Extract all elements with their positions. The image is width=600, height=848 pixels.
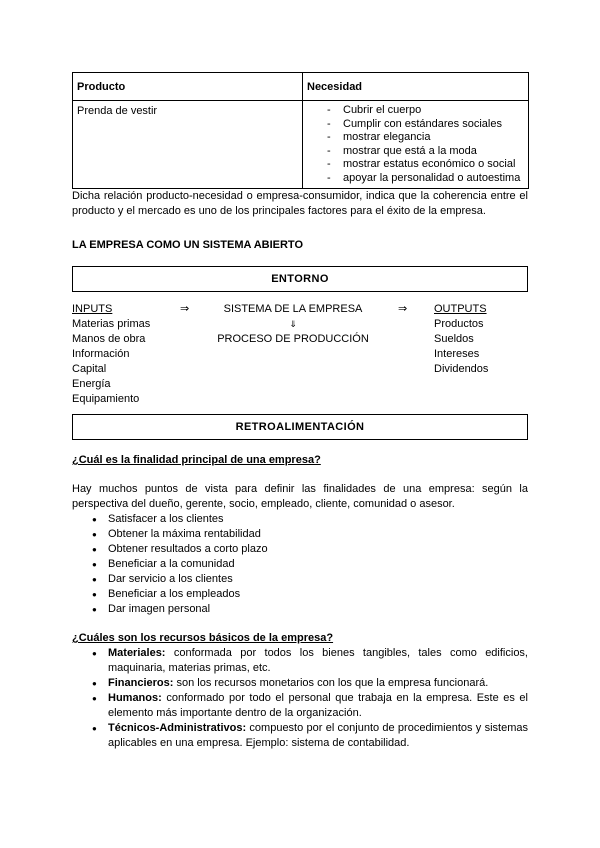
needs-cell (303, 101, 529, 189)
list-item: ● Beneficiar a la comunidad (92, 557, 528, 572)
list-item: ● Dar imagen personal (92, 602, 528, 617)
arrow-right-icon: ⇒ (398, 303, 408, 315)
resource-text: son los recursos monetarios con los que la empresa funcionará. (173, 677, 489, 689)
list-item (92, 721, 528, 751)
list-item (92, 676, 528, 691)
entorno-box: ENTORNO (72, 266, 528, 292)
retroalimentacion-box: RETROALIMENTACIÓN (72, 414, 528, 440)
need-item: - Cubrir el cuerpo (327, 104, 524, 118)
product-need-table (72, 72, 529, 189)
center-title: SISTEMA DE LA EMPRESA (223, 303, 363, 315)
output-item: Productos (434, 318, 484, 330)
output-item: Dividendos (434, 363, 489, 375)
inputs-title: INPUTS (72, 303, 113, 315)
need-item: - mostrar que está a la moda (327, 145, 524, 159)
resource-term: Materiales: (108, 647, 166, 659)
center-column (202, 302, 384, 347)
input-item: Energía (72, 378, 111, 390)
finalidad-intro: Hay muchos puntos de vista para definir las finalidades de una empresa: según la perspectiva del dueño, gerente, socio, empleado, cliente, comunidad o asesor. (72, 483, 528, 510)
product-cell: Prenda de vestir (73, 101, 303, 189)
input-item: Materias primas (72, 318, 151, 330)
header-producto: Producto (73, 73, 303, 101)
needs-list (307, 104, 524, 185)
list-item (92, 646, 528, 676)
need-item: - Cumplir con estándares sociales (327, 118, 524, 132)
input-item: Equipamiento (72, 393, 140, 405)
question-recursos: ¿Cuáles son los recursos básicos de la empresa? (72, 632, 334, 644)
list-item: ● Obtener la máxima rentabilidad (92, 527, 528, 542)
resource-text: conformada por todos los bienes tangibles, tales como edificios, maquinaria, materias primas, etc. (108, 647, 528, 674)
resource-term: Técnicos-Administrativos: (108, 722, 247, 734)
inputs-column (72, 302, 150, 407)
arrow-right-icon: ⇒ (180, 303, 190, 315)
relation-paragraph: Dicha relación producto-necesidad o empresa-consumidor, indica que la coherencia entre el producto y el mercado es uno de los principales factores para el éxito de la empresa. (72, 190, 528, 217)
resource-term: Humanos: (108, 692, 162, 704)
outputs-column (434, 302, 488, 377)
outputs-title: OUTPUTS (434, 303, 487, 315)
need-item: - mostrar estatus económico o social (327, 158, 524, 172)
output-item: Intereses (434, 348, 480, 360)
input-item: Manos de obra (72, 333, 146, 345)
need-item: - apoyar la personalidad o autoestima (327, 172, 524, 186)
resource-term: Financieros: (108, 677, 174, 689)
list-item: ● Obtener resultados a corto plazo (92, 542, 528, 557)
header-necesidad: Necesidad (303, 73, 529, 101)
finalidad-list (72, 512, 528, 617)
input-item: Capital (72, 363, 107, 375)
system-heading: LA EMPRESA COMO UN SISTEMA ABIERTO (72, 239, 304, 251)
arrow-down-icon: ⇓ (289, 319, 297, 329)
resource-text: compuesto por el conjunto de procedimientos y sistemas aplicables en una empresa. Ejemplo: sistema de contabilidad. (108, 722, 528, 749)
input-item: Información (72, 348, 130, 360)
list-item (92, 691, 528, 721)
list-item: ● Dar servicio a los clientes (92, 572, 528, 587)
output-item: Sueldos (434, 333, 474, 345)
recursos-list (72, 646, 528, 751)
list-item: ● Satisfacer a los clientes (92, 512, 528, 527)
need-item: - mostrar elegancia (327, 131, 524, 145)
list-item: ● Beneficiar a los empleados (92, 587, 528, 602)
center-process: PROCESO DE PRODUCCIÓN (217, 333, 369, 345)
resource-text: conformado por todo el personal que trabaja en la empresa. Este es el elemento más importante dentro de la organización. (108, 692, 528, 719)
document-page (72, 72, 528, 751)
system-diagram (72, 302, 528, 414)
question-finalidad: ¿Cuál es la finalidad principal de una empresa? (72, 454, 321, 466)
